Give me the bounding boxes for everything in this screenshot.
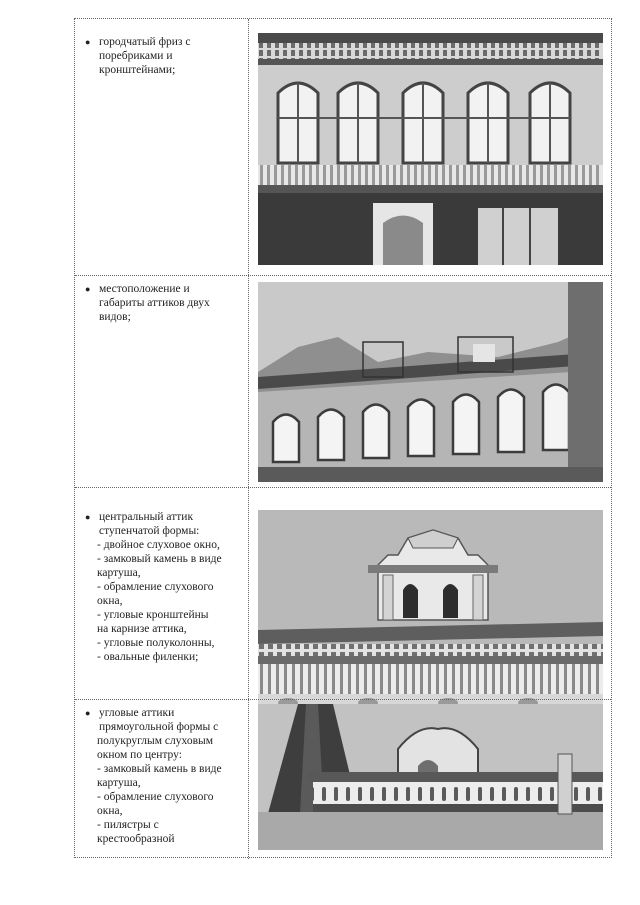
description-line: окна,: [97, 595, 123, 607]
document-table: [74, 18, 612, 858]
description-line: местоположение и: [99, 283, 190, 295]
table-row: [75, 487, 611, 699]
description-line: - двойное слуховое окно,: [97, 539, 220, 551]
description-line: городчатый фриз с: [99, 36, 191, 48]
description-line: центральный аттик: [99, 511, 194, 523]
description-line: окна,: [97, 805, 123, 817]
description-line: - обрамление слухового: [97, 581, 214, 593]
column-divider: [248, 19, 249, 275]
description-line: на карнизе аттика,: [97, 623, 187, 635]
description-line: кронштейнами;: [99, 64, 176, 76]
description-line: - обрамление слухового: [97, 791, 214, 803]
facade-frieze-photo: [258, 33, 603, 265]
column-divider: [248, 276, 249, 487]
facade-attics-photo: [258, 282, 603, 482]
description-line: окном по центру:: [97, 749, 182, 761]
column-divider: [248, 488, 249, 699]
corner-attic-photo: [258, 704, 603, 850]
description-line: картуша,: [97, 777, 141, 789]
description-cell: [79, 706, 244, 846]
table-row: [75, 275, 611, 487]
description-line: прямоугольной формы с: [99, 721, 219, 733]
description-line: угловые аттики: [99, 707, 175, 719]
bullet-icon: ●: [85, 512, 91, 522]
central-attic-photo: [258, 510, 603, 712]
description-line: - замковый камень в виде: [97, 553, 222, 565]
description-line: - угловые кронштейны: [97, 609, 209, 621]
description-line: - пилястры с: [97, 819, 159, 831]
bullet-icon: ●: [85, 284, 91, 294]
table-row: [75, 699, 611, 859]
description-line: крестообразной: [97, 833, 175, 845]
column-divider: [248, 700, 249, 859]
description-line: ступенчатой формы:: [99, 525, 200, 537]
description-cell: [79, 282, 244, 324]
description-line: видов;: [99, 311, 131, 323]
table-row: [75, 19, 611, 275]
description-line: - замковый камень в виде: [97, 763, 222, 775]
description-line: поребриками и: [99, 50, 173, 62]
bullet-icon: ●: [85, 708, 91, 718]
description-line: полукруглым слуховым: [97, 735, 214, 747]
bullet-icon: ●: [85, 37, 91, 47]
description-line: габариты аттиков двух: [99, 297, 210, 309]
description-line: - угловые полуколонны,: [97, 637, 215, 649]
description-line: картуша,: [97, 567, 141, 579]
description-cell: [79, 510, 244, 664]
description-cell: [79, 35, 244, 77]
description-line: - овальные филенки;: [97, 651, 199, 663]
